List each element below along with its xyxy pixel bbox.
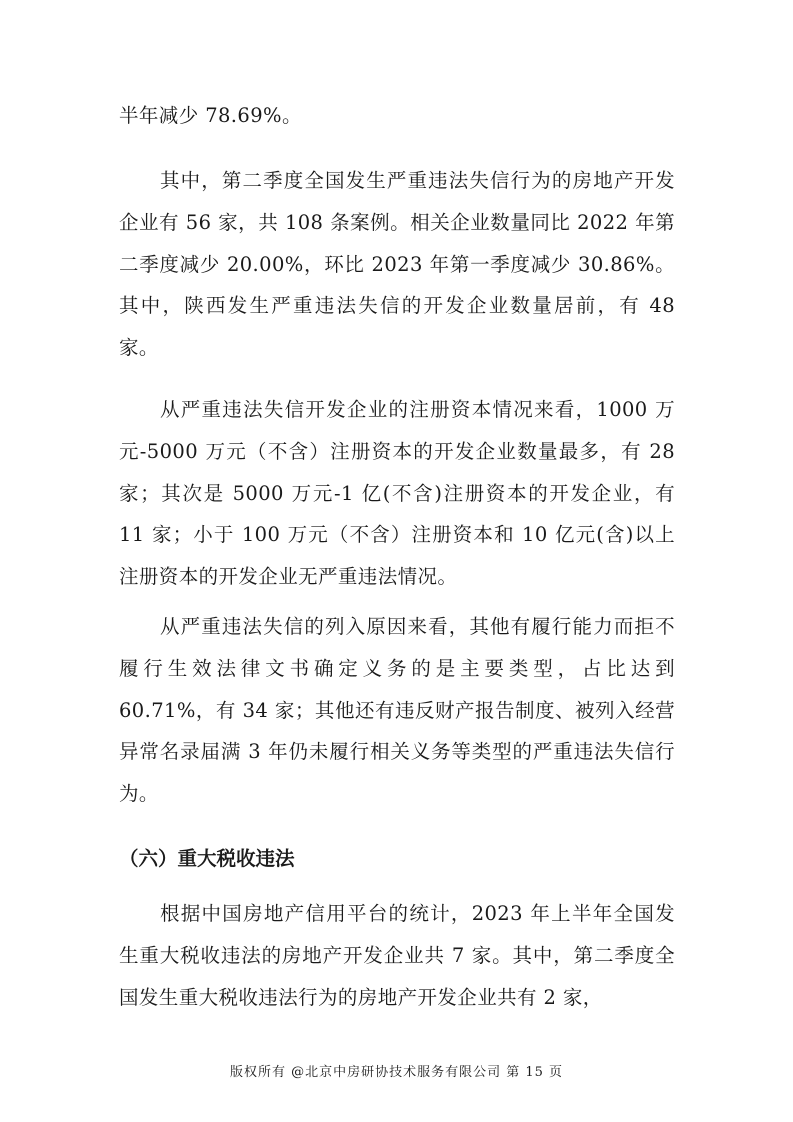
section-heading: （六）重大税收违法 — [119, 847, 295, 870]
paragraph-continuation: 半年减少 78.69%。 — [119, 104, 302, 127]
paragraph-q2-overview: 其中，第二季度全国发生严重违法失信行为的房地产开发企业有 56 家，共 108 条案例。相关企业数量同比 2022 年第二季度减少 20.00%，环比 2023 年第一季度减少 30.86%。其中，陕西发生严重违法失信的开发企业数量居前，有 48 家。 — [119, 169, 675, 360]
paragraph-listing-reasons: 从严重违法失信的列入原因来看，其他有履行能力而拒不履行生效法律文书确定义务的是主要类型，占比达到 60.71%，有 34 家；其他还有违反财产报告制度、被列入经营异常名录届满 3 年仍未履行相关义务等类型的严重违法失信行为。 — [119, 615, 675, 806]
page-footer: 版权所有 @北京中房研协技术服务有限公司 第 15 页 — [229, 1065, 564, 1080]
paragraph-tax-violation: 根据中国房地产信用平台的统计，2023 年上半年全国发生重大税收违法的房地产开发企业共 7 家。其中，第二季度全国发生重大税收违法行为的房地产开发企业共有 2 家， — [119, 902, 675, 1009]
paragraph-registered-capital: 从严重违法失信开发企业的注册资本情况来看，1000 万元-5000 万元（不含）注册资本的开发企业数量最多，有 28 家；其次是 5000 万元-1 亿(不含)注册资本的开发企业，有 11 家；小于 100 万元（不含）注册资本和 10 亿元(含)以上注册资本的开发企业无严重违法情况。 — [119, 398, 675, 589]
